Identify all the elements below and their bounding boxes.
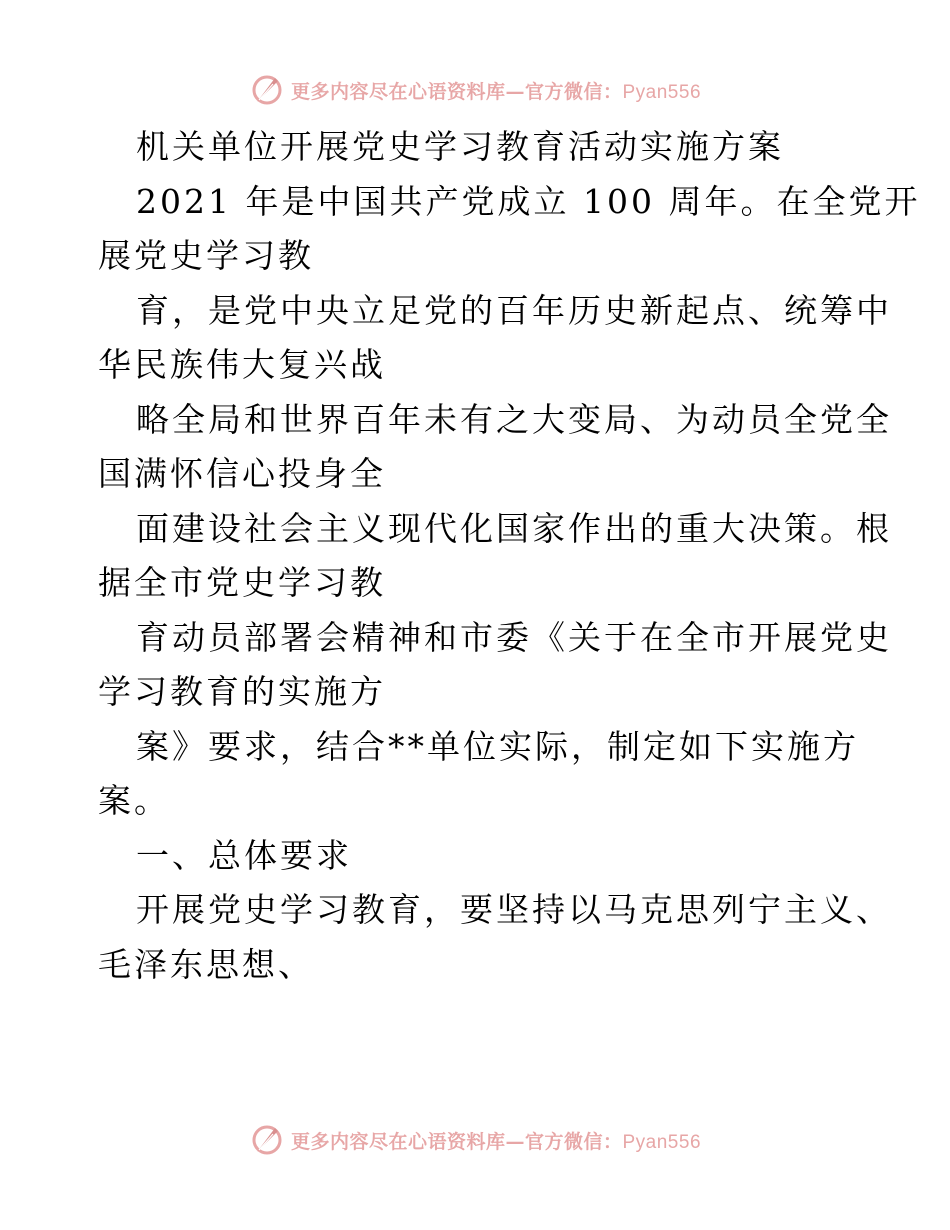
text-line: 2021 年是中国共产党成立 100 周年。在全党开	[136, 181, 921, 221]
text-line: 面建设社会主义现代化国家作出的重大决策。根	[136, 508, 892, 548]
watermark-handle: Pyan556	[622, 81, 702, 103]
text-line: 略全局和世界百年未有之大变局、为动员全党全	[136, 399, 892, 439]
feather-pen-logo-icon	[249, 1122, 285, 1158]
header-watermark	[0, 70, 950, 110]
text-line: 国满怀信心投身全	[98, 454, 386, 493]
text-line: 华民族伟大复兴战	[98, 345, 386, 384]
text-line: 据全市党史学习教	[98, 563, 386, 602]
feather-pen-logo-icon	[249, 72, 285, 108]
watermark-handle: Pyan556	[622, 1131, 702, 1153]
text-line: 开展党史学习教育，要坚持以马克思列宁主义、	[136, 890, 892, 929]
footer-watermark	[0, 1120, 950, 1160]
text-line: 案。	[98, 781, 170, 820]
text-line: 毛泽东思想、	[98, 944, 314, 984]
watermark-text: 更多内容尽在心语资料库—官方微信：Pyan556	[290, 80, 702, 103]
text-line: 展党史学习教	[98, 236, 314, 275]
text-line: 育，是党中央立足党的百年历史新起点、统筹中	[136, 290, 892, 330]
watermark-text: 更多内容尽在心语资料库—官方微信：Pyan556	[290, 1130, 702, 1153]
text-line: 案》要求，结合**单位实际，制定如下实施方	[136, 726, 859, 766]
text-line: 学习教育的实施方	[98, 672, 386, 711]
text-line: 育动员部署会精神和市委《关于在全市开展党史	[136, 617, 892, 657]
text-line: 一、总体要求	[136, 835, 352, 875]
document-text-lines	[98, 175, 921, 993]
document-body	[98, 120, 921, 992]
document-title: 机关单位开展党史学习教育活动实施方案	[136, 127, 784, 166]
